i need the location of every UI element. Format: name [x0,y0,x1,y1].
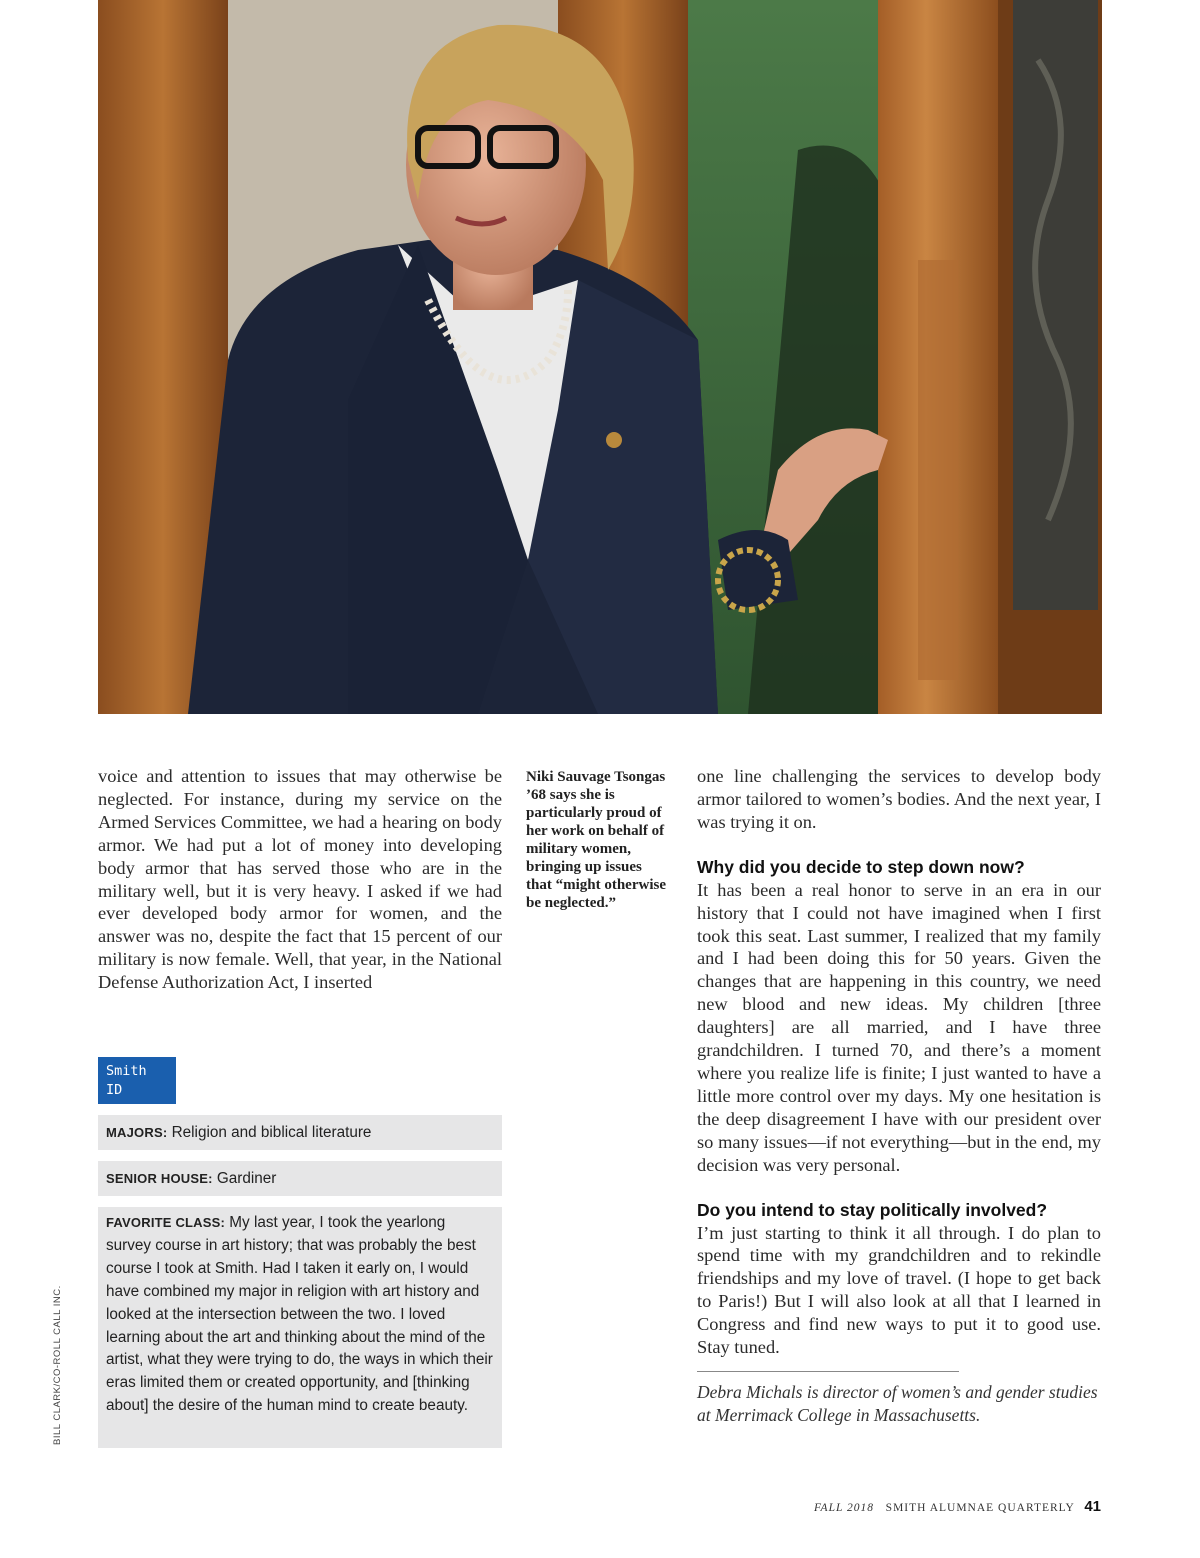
answer-paragraph-2: I’m just starting to think it all through. I do plan to spend time with my grandchildren and to rekindle friendships and my love of travel. (I hope to get back to Paris!) But I will also look at all that I learned in Congress and find new ways to put it to good use. Stay tuned. [697,1222,1101,1358]
body-text-right [697,765,1101,1427]
majors-value: Religion and biblical literature [171,1124,372,1141]
byline-divider [697,1371,959,1372]
smith-id-title-line1: Smith [106,1063,147,1079]
favorite-class-label: FAVORITE CLASS: [106,1215,226,1230]
smith-id-title-line2: ID [106,1082,123,1098]
photo-credit: BILL CLARK/CO-ROLL CALL INC. [52,1285,63,1445]
author-byline: Debra Michals is director of women’s and gender studies at Merrimack College in Massachusetts. [697,1381,1098,1425]
portrait-photo [98,0,1102,714]
question-heading-1: Why did you decide to step down now? [697,856,1025,877]
question-heading-2: Do you intend to stay politically involved? [697,1199,1048,1220]
senior-house-label: SENIOR HOUSE: [106,1171,213,1186]
smith-id-badge [98,1057,176,1104]
senior-house-box [98,1161,502,1196]
left-paragraph: voice and attention to issues that may otherwise be neglected. For instance, during my service on the Armed Services Committee, we had a hearing on body armor. We had put a lot of money into developing body armor that has served those who are in the military well, but it is very heavy. I asked if we had ever developed body armor for women, and the answer was no, despite the fact that 15 percent of our military is now female. Well, that year, in the National Defense Authorization Act, I inserted [98,766,502,993]
pull-quote: Niki Sauvage Tsongas ’68 says she is particularly proud of her work on behalf of military women, bringing up issues that “might otherwise be neglected.” [526,769,666,911]
page-number: 41 [1084,1498,1101,1515]
footer-season: FALL 2018 [814,1502,875,1514]
footer-publication: SMITH ALUMNAE QUARTERLY [885,1502,1075,1514]
majors-box [98,1115,502,1150]
body-text-left [98,765,502,994]
favorite-class-value: My last year, I took the yearlong survey course in art history; that was probably the best course I took at Smith. Had I taken it early on, I would have combined my major in religion with art history and looked at the intersection between the two. I loved learning about the art and thinking about the mind of the artist, what they were trying to do, the ways in which their eras limited them or created opportunity, and [thinking about] the desire of the human mind to create beauty. [106,1214,493,1415]
answer-paragraph-1: It has been a real honor to serve in an era in our history that I could not have imagined when I first took this seat. Last summer, I realized that my family and I had been doing this for 50 years. Given the changes that are happening in this country, we need new blood and new ideas. My children [three daughters] are all married, and I have three grandchildren. I turned 70, and there’s a moment where you realize life is finite; I just wanted to have a little more control over my days. My one hesitation is the deep disagreement I have with our president over so many issues—if not everything—but in the end, my decision was very personal. [697,879,1101,1175]
page-footer [814,1498,1101,1515]
right-intro-paragraph: one line challenging the services to develop body armor tailored to women’s bodies. And the next year, I was trying it on. [697,766,1101,832]
portrait-illustration [98,0,1102,714]
senior-house-value: Gardiner [216,1170,277,1187]
majors-label: MAJORS: [106,1125,168,1140]
favorite-class-box [98,1207,502,1448]
